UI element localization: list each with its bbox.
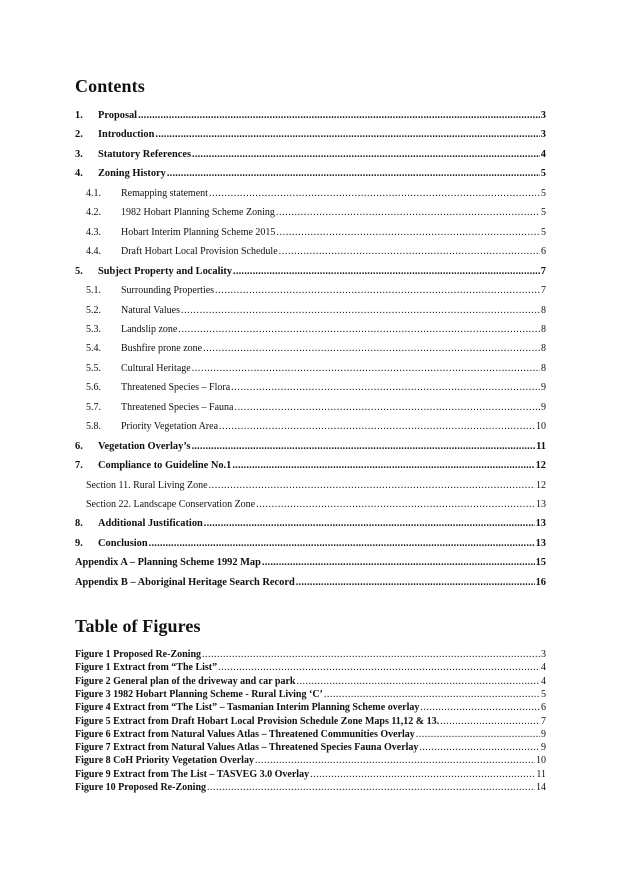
toc-entry-number: 5.4.: [86, 343, 101, 355]
toc-entry-number: 5.: [75, 265, 83, 277]
toc-entry[interactable]: [86, 342, 546, 356]
toc-entry[interactable]: [75, 440, 546, 454]
toc-entry-page: 8: [541, 304, 546, 316]
toc-entry-number: 6.: [75, 440, 83, 452]
toc-entry[interactable]: [75, 148, 546, 162]
toc-entry-page: 10: [536, 421, 546, 433]
figure-entry[interactable]: [75, 689, 546, 701]
toc-entry-title: 1982 Hobart Planning Scheme Zoning: [121, 207, 275, 219]
dot-leader: [215, 284, 540, 298]
toc-entry-page: 5: [541, 207, 546, 219]
dot-leader: [232, 459, 534, 473]
toc-entry-number: 5.2.: [86, 304, 101, 316]
toc-entry-page: 15: [535, 557, 546, 569]
toc-entry-page: 5: [541, 187, 546, 199]
toc-entry-title: Hobart Interim Planning Scheme 2015: [121, 226, 276, 238]
figure-entry[interactable]: [75, 649, 546, 661]
toc-entry[interactable]: [86, 498, 546, 512]
figure-entry[interactable]: [75, 742, 546, 754]
toc-entry-page: 5: [540, 168, 546, 180]
dot-leader: [440, 716, 540, 728]
toc-entry-page: 4: [540, 148, 546, 160]
figure-entry-title: Figure 2 General plan of the driveway and car park: [75, 675, 296, 687]
toc-entry-page: 8: [541, 323, 546, 335]
figure-entry[interactable]: [75, 769, 546, 781]
figure-entry-title: Figure 9 Extract from The List – TASVEG 3.0 Overlay: [75, 768, 310, 780]
toc-entry-number: 4.3.: [86, 226, 101, 238]
figure-entry-title: Figure 1 Proposed Re-Zoning: [75, 649, 202, 660]
dot-leader: [420, 702, 540, 714]
toc-entry[interactable]: [75, 517, 546, 531]
dot-leader: [192, 148, 540, 162]
toc-entry-title: Compliance to Guideline No.1: [98, 460, 232, 472]
toc-entry-number: 4.4.: [86, 246, 101, 258]
toc-entry-page: 6: [541, 246, 546, 258]
dot-leader: [209, 187, 540, 201]
toc-entry[interactable]: [86, 187, 546, 201]
toc-entry[interactable]: [86, 401, 546, 415]
figure-entry[interactable]: [75, 702, 546, 714]
dot-leader: [155, 128, 539, 142]
toc-entry-title: Vegetation Overlay’s: [98, 440, 191, 452]
toc-entry-title: Section 22. Landscape Conservation Zone: [86, 499, 256, 510]
toc-entry[interactable]: [75, 167, 546, 181]
toc-entry-page: 5: [541, 226, 546, 238]
toc-entry-title: Appendix B – Aboriginal Heritage Search Record: [75, 576, 295, 588]
toc-entry-page: 12: [535, 460, 546, 472]
figure-entry-page: 7: [541, 715, 546, 727]
toc-entry[interactable]: [86, 304, 546, 318]
dot-leader: [324, 689, 540, 701]
dot-leader: [138, 109, 540, 123]
toc-entry-title: Remapping statement: [121, 187, 208, 199]
toc-entry-number: 1.: [75, 110, 83, 121]
toc-entry[interactable]: [86, 323, 546, 337]
toc-entry[interactable]: [75, 265, 546, 279]
toc-entry-title: Proposal: [98, 110, 138, 121]
figure-entry-page: 6: [541, 702, 546, 714]
toc-entry-page: 3: [540, 129, 546, 141]
toc-entry-page: 13: [535, 537, 546, 549]
toc-entry-page: 9: [541, 401, 546, 413]
toc-entry[interactable]: [86, 284, 546, 298]
dot-leader: [419, 742, 540, 754]
dot-leader: [167, 167, 540, 181]
toc-entry-number: 5.1.: [86, 285, 101, 297]
figure-entry-page: 9: [541, 742, 546, 754]
toc-entry-title: Section 11. Rural Living Zone: [86, 479, 208, 491]
toc-entry-number: 5.5.: [86, 362, 101, 374]
toc-entry[interactable]: [86, 420, 546, 434]
dot-leader: [310, 769, 535, 781]
toc-entry-title: Landslip zone: [121, 323, 178, 335]
figure-entry[interactable]: [75, 676, 546, 688]
figure-entry-title: Figure 5 Extract from Draft Hobart Local Provision Schedule Zone Maps 11,12 & 13.: [75, 715, 440, 727]
toc-entry-page: 3: [540, 110, 546, 121]
toc-entry-title: Threatened Species – Flora: [121, 382, 231, 394]
figure-entry-page: 3: [541, 649, 546, 660]
figure-entry-title: Figure 3 1982 Hobart Planning Scheme - Rural Living ‘C’: [75, 688, 323, 700]
toc-entry-number: 5.3.: [86, 323, 101, 335]
figure-entry-page: 5: [541, 688, 546, 700]
toc-entry-page: 11: [536, 440, 546, 452]
dot-leader: [209, 479, 535, 493]
figure-entry[interactable]: [75, 755, 546, 767]
toc-entry-page: 7: [540, 265, 546, 277]
figure-entry-title: Figure 10 Proposed Re-Zoning: [75, 782, 207, 793]
toc-entry[interactable]: [86, 206, 546, 220]
figure-entry-page: 4: [541, 675, 546, 687]
dot-leader: [192, 362, 540, 376]
toc-entry-number: 2.: [75, 129, 83, 141]
toc-entry-page: 13: [535, 518, 546, 530]
dot-leader: [207, 782, 535, 794]
toc-entry[interactable]: [75, 128, 546, 142]
toc-entry[interactable]: [75, 109, 546, 123]
figure-entry[interactable]: [75, 782, 546, 794]
toc-entry-title: Cultural Heritage: [121, 362, 191, 374]
toc-entry-number: 9.: [75, 537, 83, 549]
dot-leader: [218, 662, 540, 674]
figure-entry-page: 10: [536, 755, 546, 767]
dot-leader: [416, 729, 540, 741]
toc-entry-number: 8.: [75, 518, 83, 530]
toc-entry-number: 7.: [75, 460, 83, 472]
toc-entry-title: Surrounding Properties: [121, 285, 215, 297]
dot-leader: [191, 440, 535, 454]
figure-entry-page: 14: [536, 782, 546, 793]
dot-leader: [262, 556, 535, 570]
toc-entry[interactable]: [75, 576, 546, 590]
figure-entry-title: Figure 6 Extract from Natural Values Atlas – Threatened Communities Overlay: [75, 728, 415, 740]
dot-leader: [231, 381, 540, 395]
dot-leader: [276, 226, 540, 240]
dot-leader: [296, 676, 540, 688]
dot-leader: [204, 517, 535, 531]
toc-entry-number: 3.: [75, 148, 83, 160]
toc-entry-title: Natural Values: [121, 304, 180, 316]
figure-entry[interactable]: [75, 729, 546, 741]
dot-leader: [233, 265, 540, 279]
toc-entry[interactable]: [86, 362, 546, 376]
toc-entry-page: 13: [536, 499, 546, 510]
toc-entry-number: 5.6.: [86, 382, 101, 394]
figure-entry-page: 9: [541, 728, 546, 740]
toc-entry-page: 8: [541, 343, 546, 355]
figure-entry[interactable]: [75, 662, 546, 674]
dot-leader: [256, 498, 535, 512]
toc-entry[interactable]: [75, 459, 546, 473]
toc-entry[interactable]: [75, 556, 546, 570]
toc-entry-title: Statutory References: [98, 148, 192, 160]
toc-entry-page: 7: [541, 285, 546, 297]
figures-heading: Table of Figures: [75, 616, 201, 636]
figure-entry-title: Figure 7 Extract from Natural Values Atlas – Threatened Species Fauna Overlay: [75, 742, 419, 754]
toc-entry[interactable]: [86, 479, 546, 493]
toc-entry-number: 5.8.: [86, 421, 101, 433]
toc-entry-number: 4.: [75, 168, 83, 180]
toc-entry-title: Introduction: [98, 129, 155, 141]
toc-entry[interactable]: [86, 381, 546, 395]
toc-entry-title: Bushfire prone zone: [121, 343, 203, 355]
dot-leader: [255, 755, 535, 767]
toc-entry-title: Threatened Species – Fauna: [121, 401, 234, 413]
dot-leader: [181, 304, 540, 318]
dot-leader: [234, 401, 540, 415]
figure-entry-title: Figure 1 Extract from “The List”: [75, 662, 218, 674]
dot-leader: [203, 342, 540, 356]
dot-leader: [178, 323, 540, 337]
toc-entry-title: Subject Property and Locality: [98, 265, 233, 277]
contents-heading: Contents: [75, 76, 145, 96]
toc-entry-page: 9: [541, 382, 546, 394]
toc-entry-title: Conclusion: [98, 537, 148, 549]
figure-entry[interactable]: [75, 716, 546, 728]
toc-entry-page: 16: [535, 576, 546, 588]
toc-entry[interactable]: [86, 226, 546, 240]
toc-entry-page: 8: [541, 362, 546, 374]
dot-leader: [279, 245, 540, 259]
toc-entry-number: 4.2.: [86, 207, 101, 219]
toc-entry-number: 5.7.: [86, 401, 101, 413]
dot-leader: [149, 537, 535, 551]
dot-leader: [202, 649, 540, 661]
toc-entry[interactable]: [75, 537, 546, 551]
toc-entry-title: Appendix A – Planning Scheme 1992 Map: [75, 557, 261, 569]
toc-entry-number: 4.1.: [86, 187, 101, 199]
toc-entry-title: Draft Hobart Local Provision Schedule: [121, 246, 278, 258]
figure-entry-title: Figure 8 CoH Priority Vegetation Overlay: [75, 755, 254, 767]
dot-leader: [276, 206, 540, 220]
figure-entry-title: Figure 4 Extract from “The List” – Tasmanian Interim Planning Scheme overlay: [75, 702, 420, 714]
toc-entry-page: 12: [536, 479, 546, 491]
dot-leader: [296, 576, 535, 590]
dot-leader: [219, 420, 535, 434]
toc-entry-title: Additional Justification: [98, 518, 203, 530]
toc-entry-title: Priority Vegetation Area: [121, 421, 219, 433]
figure-entry-page: 11: [536, 768, 546, 780]
figure-entry-page: 4: [541, 662, 546, 674]
toc-entry[interactable]: [86, 245, 546, 259]
toc-entry-title: Zoning History: [98, 168, 166, 180]
